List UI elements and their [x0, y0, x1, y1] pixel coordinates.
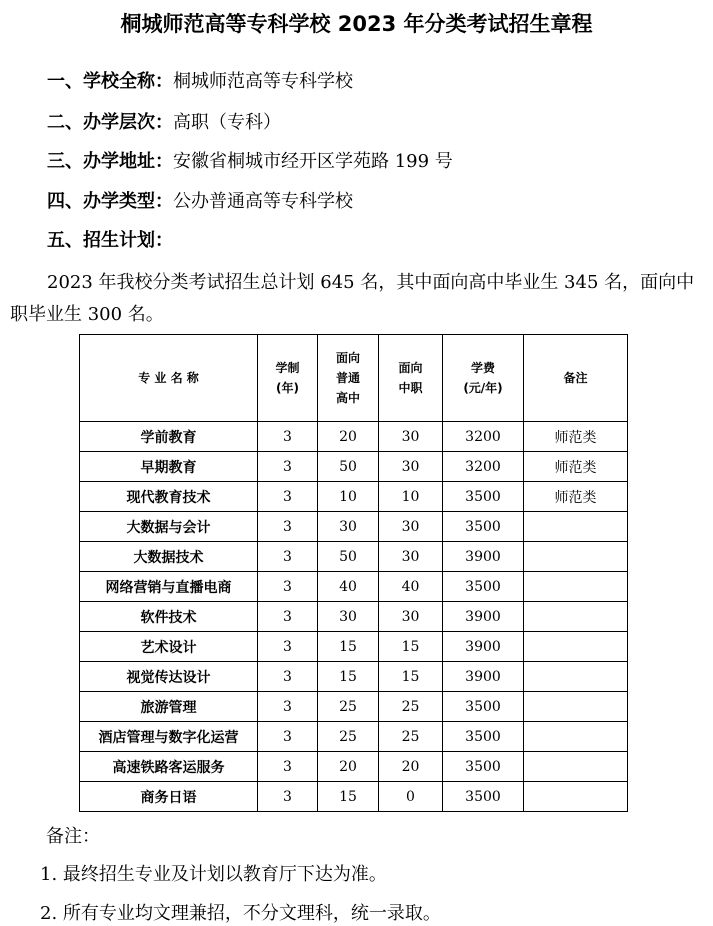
section-school-name: [47, 70, 353, 94]
note-item: 2. 所有专业均文理兼招，不分文理科，统一录取。: [40, 903, 441, 924]
cell-high-school: 40: [318, 572, 379, 602]
cell-tuition: 3900: [443, 632, 524, 662]
cell-major: 软件技术: [80, 602, 258, 632]
cell-vocational: 15: [379, 632, 443, 662]
cell-tuition: 3200: [443, 422, 524, 452]
cell-major: 视觉传达设计: [80, 662, 258, 692]
cell-remark: [524, 752, 628, 782]
section-level: [47, 111, 281, 135]
section-enrollment-plan: [47, 229, 173, 253]
section-label: 四、办学类型：: [47, 191, 173, 212]
table-row: [80, 662, 628, 692]
cell-remark: [524, 722, 628, 752]
section-value: 公办普通高等专科学校: [173, 191, 353, 212]
section-label: 五、招生计划：: [47, 230, 173, 251]
cell-remark: [524, 542, 628, 572]
header-high-school: 面向 普通 高中: [318, 335, 379, 422]
cell-vocational: 30: [379, 602, 443, 632]
cell-tuition: 3500: [443, 752, 524, 782]
cell-major: 大数据技术: [80, 542, 258, 572]
cell-high-school: 20: [318, 752, 379, 782]
cell-vocational: 25: [379, 692, 443, 722]
section-label: 三、办学地址：: [47, 151, 173, 172]
notes-title: 备注：: [46, 826, 100, 847]
table-row: [80, 722, 628, 752]
cell-duration: 3: [258, 752, 318, 782]
cell-vocational: 0: [379, 782, 443, 812]
section-type: [47, 190, 353, 214]
section-value: 高职（专科）: [173, 112, 281, 133]
cell-vocational: 15: [379, 662, 443, 692]
header-vocational: 面向 中职: [379, 335, 443, 422]
header-duration: 学制 (年): [258, 335, 318, 422]
cell-remark: 师范类: [524, 452, 628, 482]
cell-major: 现代教育技术: [80, 482, 258, 512]
cell-duration: 3: [258, 602, 318, 632]
section-label: 一、学校全称：: [47, 71, 173, 92]
table-row: [80, 422, 628, 452]
section-value: 桐城师范高等专科学校: [173, 71, 353, 92]
cell-duration: 3: [258, 692, 318, 722]
cell-major: 艺术设计: [80, 632, 258, 662]
cell-remark: [524, 692, 628, 722]
cell-vocational: 10: [379, 482, 443, 512]
cell-high-school: 15: [318, 632, 379, 662]
cell-duration: 3: [258, 422, 318, 452]
cell-duration: 3: [258, 572, 318, 602]
cell-tuition: 3200: [443, 452, 524, 482]
cell-duration: 3: [258, 782, 318, 812]
table-row: [80, 752, 628, 782]
table-row: [80, 692, 628, 722]
cell-duration: 3: [258, 662, 318, 692]
table-header-row: [80, 335, 628, 422]
table-row: [80, 512, 628, 542]
cell-major: 大数据与会计: [80, 512, 258, 542]
cell-vocational: 30: [379, 542, 443, 572]
table-row: [80, 482, 628, 512]
cell-duration: 3: [258, 542, 318, 572]
table-row: [80, 602, 628, 632]
cell-vocational: 40: [379, 572, 443, 602]
cell-high-school: 25: [318, 692, 379, 722]
cell-high-school: 25: [318, 722, 379, 752]
cell-high-school: 30: [318, 512, 379, 542]
note-item: 1. 最终招生专业及计划以教育厅下达为准。: [40, 864, 387, 885]
cell-remark: 师范类: [524, 422, 628, 452]
enrollment-table: [79, 334, 628, 812]
table-row: [80, 542, 628, 572]
cell-major: 旅游管理: [80, 692, 258, 722]
cell-major: 高速铁路客运服务: [80, 752, 258, 782]
cell-major: 网络营销与直播电商: [80, 572, 258, 602]
table-row: [80, 632, 628, 662]
cell-high-school: 50: [318, 542, 379, 572]
cell-remark: [524, 602, 628, 632]
section-label: 二、办学层次：: [47, 112, 173, 133]
cell-vocational: 30: [379, 452, 443, 482]
cell-remark: [524, 662, 628, 692]
cell-tuition: 3500: [443, 512, 524, 542]
plan-paragraph: 2023 年我校分类考试招生总计划 645 名，其中面向高中毕业生 345 名，面向中职毕业生 300 名。: [10, 272, 695, 325]
document-title: 桐城师范高等专科学校 2023 年分类考试招生章程: [120, 12, 593, 36]
cell-remark: [524, 782, 628, 812]
table-row: [80, 572, 628, 602]
section-address: [47, 150, 453, 174]
header-major: 专 业 名 称: [80, 335, 258, 422]
cell-duration: 3: [258, 482, 318, 512]
cell-vocational: 30: [379, 422, 443, 452]
cell-tuition: 3500: [443, 782, 524, 812]
cell-tuition: 3500: [443, 572, 524, 602]
cell-major: 商务日语: [80, 782, 258, 812]
cell-high-school: 30: [318, 602, 379, 632]
cell-remark: [524, 512, 628, 542]
cell-tuition: 3900: [443, 602, 524, 632]
cell-vocational: 20: [379, 752, 443, 782]
cell-duration: 3: [258, 722, 318, 752]
cell-tuition: 3500: [443, 722, 524, 752]
cell-high-school: 20: [318, 422, 379, 452]
cell-duration: 3: [258, 512, 318, 542]
header-remark: 备注: [524, 335, 628, 422]
table-body: [80, 422, 628, 812]
cell-major: 早期教育: [80, 452, 258, 482]
cell-remark: 师范类: [524, 482, 628, 512]
cell-remark: [524, 572, 628, 602]
cell-duration: 3: [258, 452, 318, 482]
cell-remark: [524, 632, 628, 662]
cell-high-school: 15: [318, 662, 379, 692]
cell-major: 学前教育: [80, 422, 258, 452]
table-row: [80, 782, 628, 812]
section-value: 安徽省桐城市经开区学苑路 199 号: [173, 151, 453, 172]
cell-high-school: 15: [318, 782, 379, 812]
cell-duration: 3: [258, 632, 318, 662]
cell-tuition: 3500: [443, 482, 524, 512]
header-tuition: 学费 (元/年): [443, 335, 524, 422]
table-row: [80, 452, 628, 482]
cell-major: 酒店管理与数字化运营: [80, 722, 258, 752]
cell-high-school: 10: [318, 482, 379, 512]
cell-tuition: 3500: [443, 692, 524, 722]
cell-tuition: 3900: [443, 542, 524, 572]
cell-high-school: 50: [318, 452, 379, 482]
cell-vocational: 25: [379, 722, 443, 752]
cell-vocational: 30: [379, 512, 443, 542]
cell-tuition: 3900: [443, 662, 524, 692]
